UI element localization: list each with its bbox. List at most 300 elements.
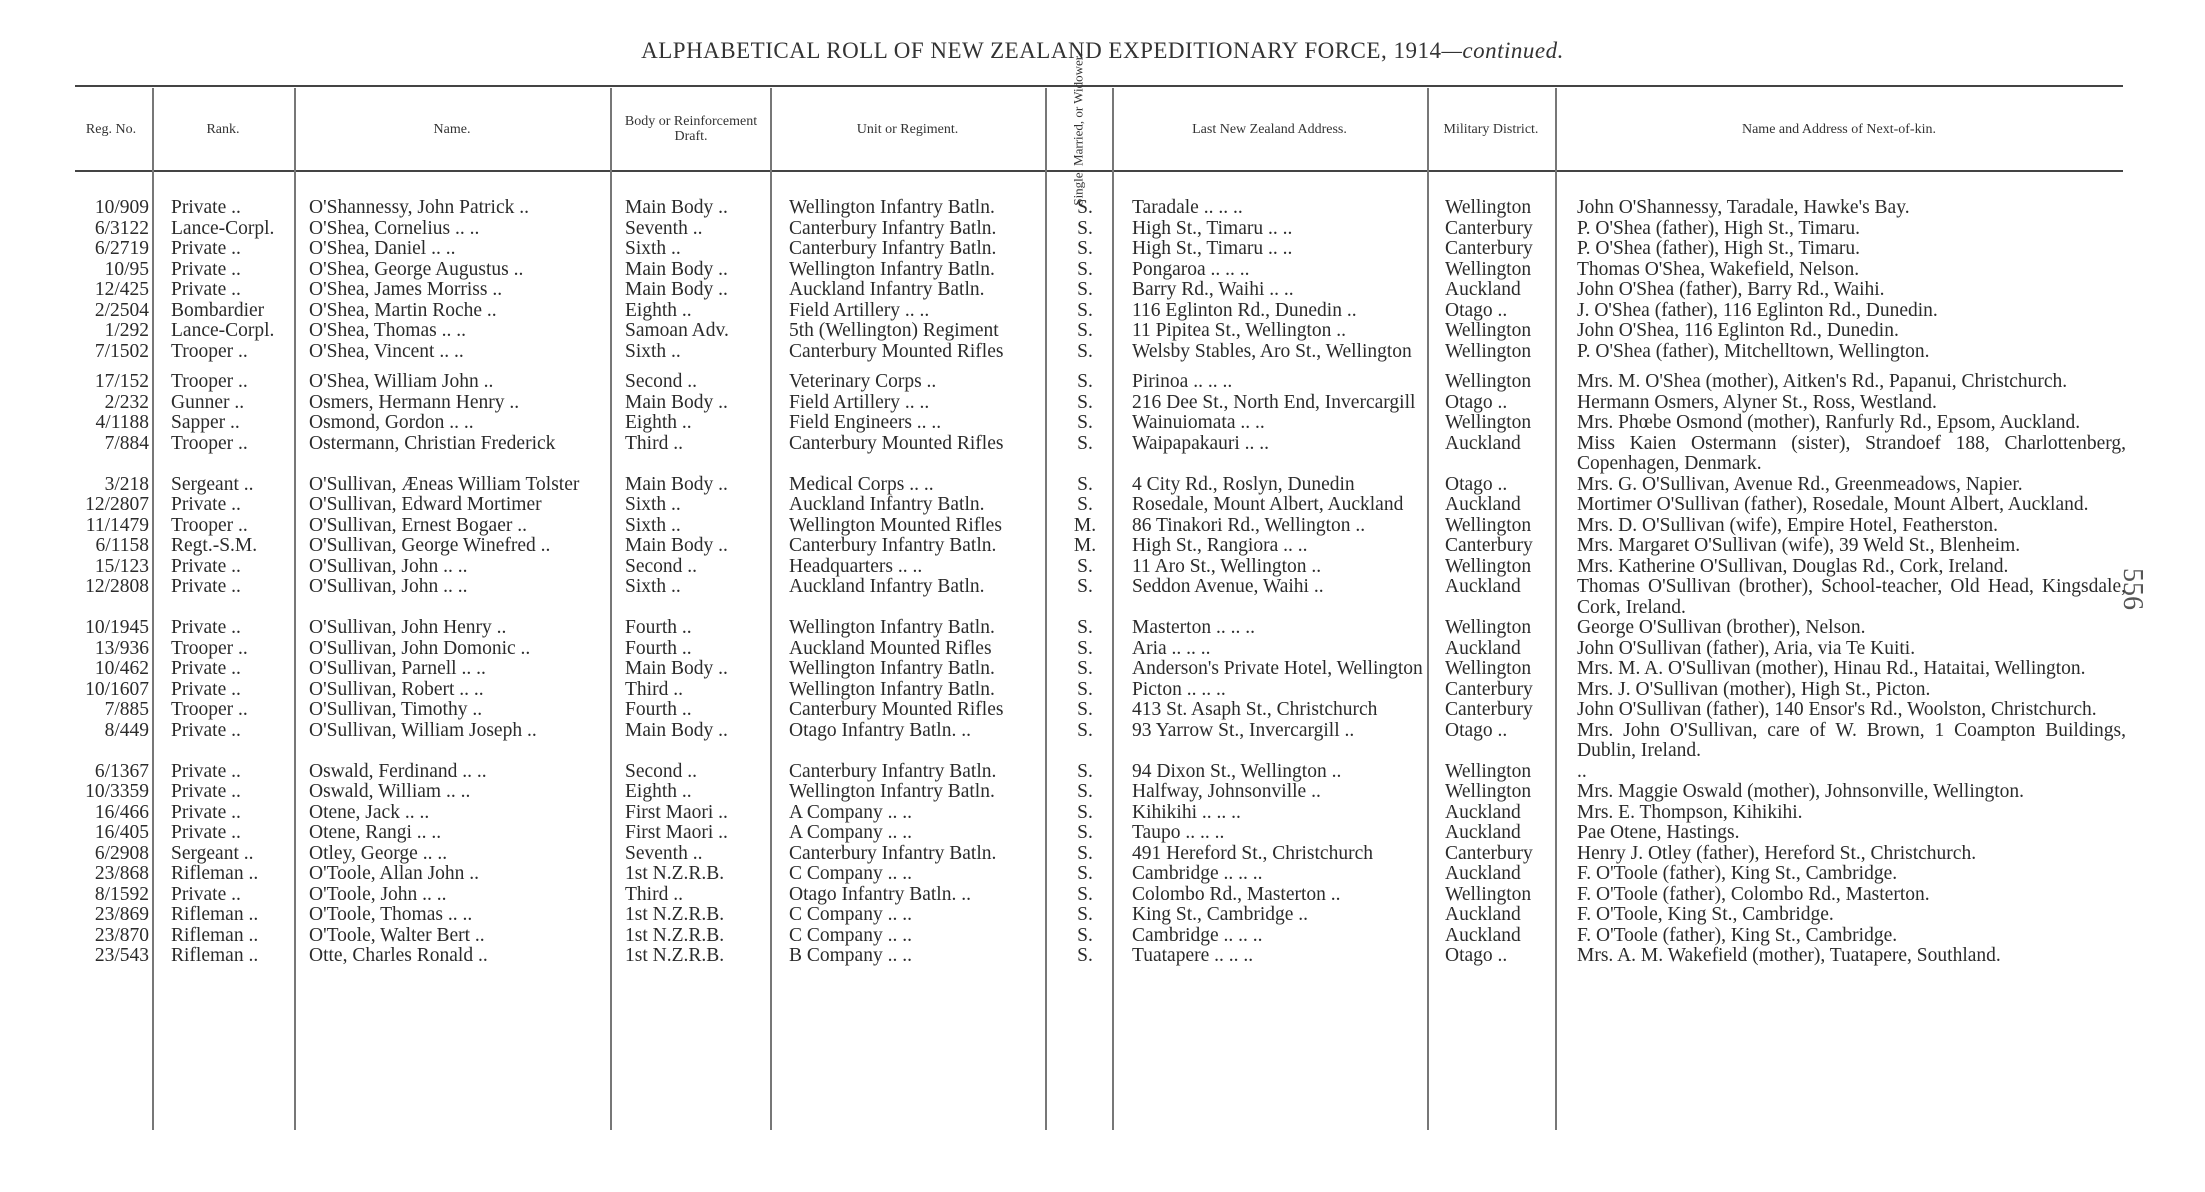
unit-cell: Canterbury Infantry Batln. xyxy=(789,217,997,239)
draft-cell: 1st N.Z.R.B. xyxy=(625,945,725,966)
table-row xyxy=(70,557,2140,578)
table-row xyxy=(70,393,2140,414)
next-of-kin-cell: Mrs. M. O'Shea (mother), Aitken's Rd., Papanui, Christchurch. xyxy=(1577,371,2068,392)
table-row xyxy=(70,413,2140,434)
next-of-kin-cell: Pae Otene, Hastings. xyxy=(1577,822,1740,843)
rank-cell: Rifleman .. xyxy=(171,904,259,925)
draft-cell: Eighth .. xyxy=(625,412,692,433)
table-row xyxy=(70,618,2140,639)
address-cell: High St., Timaru .. .. xyxy=(1132,217,1293,239)
rank-cell: Private .. xyxy=(171,658,241,679)
draft-cell: Third .. xyxy=(625,678,683,700)
unit-cell: Field Artillery .. .. xyxy=(789,299,930,321)
name-cell: O'Shea, Daniel .. .. xyxy=(309,238,456,259)
district-cell: Canterbury xyxy=(1445,678,1533,700)
address-cell: Pongaroa .. .. .. xyxy=(1132,258,1250,280)
draft-cell: Fourth .. xyxy=(625,699,692,720)
rank-cell: Private .. xyxy=(171,197,241,218)
status-cell: M. xyxy=(1073,535,1097,556)
name-cell: O'Sullivan, William Joseph .. xyxy=(309,719,537,741)
reg-no-cell: 12/425 xyxy=(94,279,149,300)
unit-cell: Field Engineers .. .. xyxy=(789,412,942,433)
district-cell: Auckland xyxy=(1445,863,1521,884)
reg-no-cell: 15/123 xyxy=(94,555,149,577)
address-cell: Anderson's Private Hotel, Wellington xyxy=(1132,658,1423,679)
address-cell: Colombo Rd., Masterton .. xyxy=(1132,883,1341,905)
reg-no-cell: 23/869 xyxy=(94,904,149,925)
name-cell: O'Shea, George Augustus .. xyxy=(309,258,524,280)
address-cell: Tuatapere .. .. .. xyxy=(1132,945,1254,966)
next-of-kin-cell: J. O'Shea (father), 116 Eglinton Rd., Dunedin. xyxy=(1577,299,1938,321)
next-of-kin-cell: John O'Shea (father), Barry Rd., Waihi. xyxy=(1577,279,1885,300)
next-of-kin-cell: Mortimer O'Sullivan (father), Rosedale, Mount Albert, Auckland. xyxy=(1577,494,2089,515)
rank-cell: Trooper .. xyxy=(171,432,248,454)
rank-cell: Regt.-S.M. xyxy=(171,535,258,556)
address-cell: 93 Yarrow St., Invercargill .. xyxy=(1132,719,1355,741)
draft-cell: 1st N.Z.R.B. xyxy=(625,924,725,946)
address-cell: 11 Pipitea St., Wellington .. xyxy=(1132,320,1347,341)
district-cell: Otago .. xyxy=(1445,473,1508,495)
table-row xyxy=(70,782,2140,803)
draft-cell: First Maori .. xyxy=(625,822,728,843)
reg-no-cell: 23/870 xyxy=(94,924,149,946)
table-row xyxy=(70,260,2140,281)
draft-cell: Sixth .. xyxy=(625,494,681,515)
district-cell: Canterbury xyxy=(1445,699,1533,720)
rank-cell: Trooper .. xyxy=(171,699,248,720)
table-row xyxy=(70,475,2140,496)
status-cell: S. xyxy=(1077,760,1093,782)
unit-cell: Canterbury Infantry Batln. xyxy=(789,238,997,259)
name-cell: Osmond, Gordon .. .. xyxy=(309,412,474,433)
status-cell: S. xyxy=(1077,658,1093,679)
reg-no-cell: 4/1188 xyxy=(95,412,149,433)
header-kin: Name and Address of Next-of-kin. xyxy=(1741,121,1936,137)
draft-cell: Main Body .. xyxy=(625,279,728,300)
table-row xyxy=(70,926,2140,947)
top-rule xyxy=(75,85,2123,87)
unit-cell: Canterbury Mounted Rifles xyxy=(789,699,1004,720)
table-row xyxy=(70,680,2140,701)
status-cell: S. xyxy=(1077,432,1093,454)
next-of-kin-cell: Thomas O'Shea, Wakefield, Nelson. xyxy=(1577,258,1860,280)
address-cell: Cambridge .. .. .. xyxy=(1132,924,1263,946)
name-cell: O'Sullivan, John .. .. xyxy=(309,576,468,597)
table-row xyxy=(70,321,2140,342)
address-cell: Cambridge .. .. .. xyxy=(1132,863,1263,884)
table-row xyxy=(70,536,2140,557)
name-cell: O'Shea, William John .. xyxy=(309,371,494,392)
reg-no-cell: 8/1592 xyxy=(94,883,149,905)
table-row xyxy=(70,495,2140,516)
rank-cell: Private .. xyxy=(171,555,241,577)
reg-no-cell: 1/292 xyxy=(104,320,149,341)
unit-cell: Headquarters .. .. xyxy=(789,555,923,577)
draft-cell: Second .. xyxy=(625,760,698,782)
unit-cell: A Company .. .. xyxy=(789,822,912,843)
table-row xyxy=(70,198,2140,219)
district-cell: Auckland xyxy=(1445,904,1521,925)
next-of-kin-cell: John O'Shannessy, Taradale, Hawke's Bay. xyxy=(1577,197,1910,218)
unit-cell: Wellington Infantry Batln. xyxy=(789,197,995,218)
rank-cell: Rifleman .. xyxy=(171,863,259,884)
header-reg-no: Reg. No. xyxy=(85,121,137,137)
table-row xyxy=(70,905,2140,926)
draft-cell: Sixth .. xyxy=(625,514,681,536)
draft-cell: Main Body .. xyxy=(625,535,728,556)
address-cell: Picton .. .. .. xyxy=(1132,678,1226,700)
table-row xyxy=(70,342,2140,363)
rank-cell: Private .. xyxy=(171,760,241,782)
draft-cell: Main Body .. xyxy=(625,391,728,413)
table-row xyxy=(70,659,2140,680)
address-cell: 94 Dixon St., Wellington .. xyxy=(1132,760,1342,782)
reg-no-cell: 2/2504 xyxy=(94,299,149,321)
address-cell: Halfway, Johnsonville .. xyxy=(1132,781,1321,802)
header-rank: Rank. xyxy=(206,121,240,137)
draft-cell: Eighth .. xyxy=(625,299,692,321)
next-of-kin-cell: Miss Kaien Ostermann (sister), Strandoef 188, Charlottenberg, Copenhagen, Denmark. xyxy=(1577,432,2126,474)
district-cell: Wellington xyxy=(1445,781,1532,802)
district-cell: Canterbury xyxy=(1445,842,1533,864)
address-cell: High St., Rangiora .. .. xyxy=(1132,535,1308,556)
status-cell: S. xyxy=(1077,699,1093,720)
status-cell: S. xyxy=(1077,258,1093,280)
district-cell: Wellington xyxy=(1445,258,1532,280)
name-cell: O'Sullivan, John .. .. xyxy=(309,555,468,577)
reg-no-cell: 6/1367 xyxy=(94,760,149,782)
reg-no-cell: 6/1158 xyxy=(95,535,149,556)
next-of-kin-cell: Mrs. John O'Sullivan, care of W. Brown, 1 Coampton Buildings, Dublin, Ireland. xyxy=(1577,719,2126,761)
header-draft: Body or Reinforcement Draft. xyxy=(624,114,758,144)
name-cell: O'Sullivan, Æneas William Tolster xyxy=(309,473,580,495)
table-row xyxy=(70,823,2140,844)
address-cell: Rosedale, Mount Albert, Auckland xyxy=(1132,494,1404,515)
status-cell: S. xyxy=(1077,555,1093,577)
status-cell: S. xyxy=(1077,883,1093,905)
rank-cell: Trooper .. xyxy=(171,637,248,659)
reg-no-cell: 13/936 xyxy=(94,637,149,659)
reg-no-cell: 10/3359 xyxy=(85,781,149,802)
draft-cell: Samoan Adv. xyxy=(625,320,729,341)
unit-cell: Auckland Infantry Batln. xyxy=(789,494,985,515)
address-cell: Kihikihi .. .. .. xyxy=(1132,801,1241,823)
district-cell: Otago .. xyxy=(1445,719,1508,741)
unit-cell: 5th (Wellington) Regiment xyxy=(789,320,999,341)
header-address: Last New Zealand Address. xyxy=(1192,121,1347,137)
district-cell: Wellington xyxy=(1445,658,1532,679)
district-cell: Auckland xyxy=(1445,494,1521,515)
draft-cell: Eighth .. xyxy=(625,781,692,802)
district-cell: Auckland xyxy=(1445,801,1521,823)
draft-cell: Fourth .. xyxy=(625,637,692,659)
rank-cell: Bombardier xyxy=(171,299,265,321)
unit-cell: C Company .. .. xyxy=(789,863,912,884)
next-of-kin-cell: Thomas O'Sullivan (brother), School-teacher, Old Head, Kingsdale, Cork, Ireland. xyxy=(1577,576,2126,618)
address-cell: Masterton .. .. .. xyxy=(1132,617,1255,638)
status-cell: S. xyxy=(1077,412,1093,433)
draft-cell: Main Body .. xyxy=(625,197,728,218)
district-cell: Canterbury xyxy=(1445,535,1533,556)
address-cell: King St., Cambridge .. xyxy=(1132,904,1309,925)
table-row xyxy=(70,516,2140,537)
rank-cell: Trooper .. xyxy=(171,340,248,362)
reg-no-cell: 10/1945 xyxy=(85,617,149,638)
district-cell: Wellington xyxy=(1445,760,1532,782)
next-of-kin-cell: F. O'Toole, King St., Cambridge. xyxy=(1577,904,1834,925)
next-of-kin-cell: Mrs. M. A. O'Sullivan (mother), Hinau Rd., Hataitai, Wellington. xyxy=(1577,658,2086,679)
unit-cell: Auckland Infantry Batln. xyxy=(789,576,985,597)
draft-cell: Seventh .. xyxy=(625,842,703,864)
next-of-kin-cell: Mrs. J. O'Sullivan (mother), High St., Picton. xyxy=(1577,678,1931,700)
next-of-kin-cell: John O'Shea, 116 Eglinton Rd., Dunedin. xyxy=(1577,320,1899,341)
name-cell: O'Sullivan, John Domonic .. xyxy=(309,637,531,659)
next-of-kin-cell: George O'Sullivan (brother), Nelson. xyxy=(1577,617,1866,638)
address-cell: Taupo .. .. .. xyxy=(1132,822,1225,843)
next-of-kin-cell: John O'Sullivan (father), 140 Ensor's Rd., Woolston, Christchurch. xyxy=(1577,699,2097,720)
address-cell: 413 St. Asaph St., Christchurch xyxy=(1132,699,1378,720)
unit-cell: Field Artillery .. .. xyxy=(789,391,930,413)
rank-cell: Private .. xyxy=(171,781,241,802)
unit-cell: Wellington Infantry Batln. xyxy=(789,678,995,700)
header-rule xyxy=(75,170,2123,172)
next-of-kin-cell: F. O'Toole (father), King St., Cambridge. xyxy=(1577,924,1898,946)
status-cell: S. xyxy=(1077,842,1093,864)
table-row xyxy=(70,639,2140,660)
unit-cell: C Company .. .. xyxy=(789,904,912,925)
table-row xyxy=(70,762,2140,783)
rank-cell: Lance-Corpl. xyxy=(171,320,275,341)
name-cell: O'Shea, Thomas .. .. xyxy=(309,320,466,341)
rank-cell: Trooper .. xyxy=(171,514,248,536)
district-cell: Auckland xyxy=(1445,637,1521,659)
next-of-kin-cell: F. O'Toole (father), King St., Cambridge. xyxy=(1577,863,1898,884)
roll-table-body xyxy=(70,190,2140,967)
unit-cell: Otago Infantry Batln. .. xyxy=(789,719,971,741)
rank-cell: Private .. xyxy=(171,801,241,823)
district-cell: Wellington xyxy=(1445,555,1532,577)
draft-cell: Sixth .. xyxy=(625,340,681,362)
table-row xyxy=(70,280,2140,301)
address-cell: Seddon Avenue, Waihi .. xyxy=(1132,576,1324,597)
reg-no-cell: 6/2719 xyxy=(94,238,149,259)
reg-no-cell: 17/152 xyxy=(94,371,149,392)
rank-cell: Private .. xyxy=(171,576,241,597)
address-cell: Aria .. .. .. xyxy=(1132,637,1211,659)
status-cell: S. xyxy=(1077,197,1093,218)
name-cell: O'Sullivan, George Winefred .. xyxy=(309,535,551,556)
rank-cell: Private .. xyxy=(171,494,241,515)
reg-no-cell: 2/232 xyxy=(104,391,149,413)
district-cell: Wellington xyxy=(1445,883,1532,905)
next-of-kin-cell: John O'Sullivan (father), Aria, via Te Kuiti. xyxy=(1577,637,1916,659)
reg-no-cell: 8/449 xyxy=(104,719,149,741)
status-cell: S. xyxy=(1077,678,1093,700)
next-of-kin-cell: Mrs. Maggie Oswald (mother), Johnsonville, Wellington. xyxy=(1577,781,2025,802)
unit-cell: Wellington Infantry Batln. xyxy=(789,258,995,280)
draft-cell: Main Body .. xyxy=(625,258,728,280)
address-cell: Pirinoa .. .. .. xyxy=(1132,371,1233,392)
page-title-text: ALPHABETICAL ROLL OF NEW ZEALAND EXPEDITIONARY FORCE, 1914 xyxy=(641,38,1442,63)
reg-no-cell: 23/543 xyxy=(94,945,149,966)
draft-cell: Main Body .. xyxy=(625,719,728,741)
header-unit: Unit or Regiment. xyxy=(856,121,959,137)
rank-cell: Trooper .. xyxy=(171,371,248,392)
unit-cell: B Company .. .. xyxy=(789,945,912,966)
unit-cell: A Company .. .. xyxy=(789,801,912,823)
rank-cell: Sergeant .. xyxy=(171,473,254,495)
next-of-kin-cell: Mrs. Katherine O'Sullivan, Douglas Rd., Cork, Ireland. xyxy=(1577,555,2009,577)
draft-cell: Third .. xyxy=(625,883,683,905)
status-cell: S. xyxy=(1077,473,1093,495)
reg-no-cell: 16/405 xyxy=(94,822,149,843)
table-row xyxy=(70,239,2140,260)
status-cell: S. xyxy=(1077,299,1093,321)
draft-cell: Main Body .. xyxy=(625,473,728,495)
table-row xyxy=(70,803,2140,824)
name-cell: O'Toole, Thomas .. .. xyxy=(309,904,473,925)
draft-cell: Seventh .. xyxy=(625,217,703,239)
draft-cell: First Maori .. xyxy=(625,801,728,823)
unit-cell: Wellington Mounted Rifles xyxy=(789,514,1002,536)
rank-cell: Private .. xyxy=(171,238,241,259)
next-of-kin-cell: Mrs. D. O'Sullivan (wife), Empire Hotel, Featherston. xyxy=(1577,514,1999,536)
next-of-kin-cell: .. xyxy=(1577,760,1587,782)
next-of-kin-cell: P. O'Shea (father), High St., Timaru. xyxy=(1577,217,1861,239)
unit-cell: Canterbury Infantry Batln. xyxy=(789,535,997,556)
district-cell: Canterbury xyxy=(1445,238,1533,259)
status-cell: S. xyxy=(1077,238,1093,259)
name-cell: O'Shea, Vincent .. .. xyxy=(309,340,464,362)
unit-cell: Auckland Infantry Batln. xyxy=(789,279,985,300)
name-cell: O'Sullivan, Parnell .. .. xyxy=(309,658,486,679)
status-cell: S. xyxy=(1077,320,1093,341)
draft-cell: Sixth .. xyxy=(625,238,681,259)
name-cell: O'Shea, James Morriss .. xyxy=(309,279,503,300)
district-cell: Wellington xyxy=(1445,514,1532,536)
name-cell: Otte, Charles Ronald .. xyxy=(309,945,488,966)
name-cell: O'Shea, Cornelius .. .. xyxy=(309,217,480,239)
table-row xyxy=(70,885,2140,906)
header-district: Military District. xyxy=(1443,121,1539,137)
status-cell: S. xyxy=(1077,781,1093,802)
table-row xyxy=(70,700,2140,721)
next-of-kin-cell: Mrs. A. M. Wakefield (mother), Tuatapere, Southland. xyxy=(1577,945,2001,966)
reg-no-cell: 23/868 xyxy=(94,863,149,884)
status-cell: S. xyxy=(1077,340,1093,362)
name-cell: O'Sullivan, Ernest Bogaer .. xyxy=(309,514,527,536)
reg-no-cell: 3/218 xyxy=(104,473,149,495)
district-cell: Auckland xyxy=(1445,279,1521,300)
name-cell: Otene, Rangi .. .. xyxy=(309,822,442,843)
page-number: 556 xyxy=(2117,568,2148,610)
district-cell: Auckland xyxy=(1445,576,1521,597)
unit-cell: Canterbury Infantry Batln. xyxy=(789,842,997,864)
address-cell: High St., Timaru .. .. xyxy=(1132,238,1293,259)
reg-no-cell: 12/2808 xyxy=(85,576,149,597)
unit-cell: Medical Corps .. .. xyxy=(789,473,934,495)
rank-cell: Sergeant .. xyxy=(171,842,254,864)
next-of-kin-cell: Mrs. Phœbe Osmond (mother), Ranfurly Rd., Epsom, Auckland. xyxy=(1577,412,2081,433)
address-cell: Waipapakauri .. .. xyxy=(1132,432,1270,454)
address-cell: Wainuiomata .. .. xyxy=(1132,412,1265,433)
table-row xyxy=(70,946,2140,967)
table-row xyxy=(70,372,2140,393)
draft-cell: Main Body .. xyxy=(625,658,728,679)
address-cell: 4 City Rd., Roslyn, Dunedin xyxy=(1132,473,1355,495)
rank-cell: Private .. xyxy=(171,279,241,300)
next-of-kin-cell: Mrs. E. Thompson, Kihikihi. xyxy=(1577,801,1803,823)
district-cell: Wellington xyxy=(1445,320,1532,341)
rank-cell: Private .. xyxy=(171,883,241,905)
reg-no-cell: 6/3122 xyxy=(94,217,149,239)
reg-no-cell: 7/885 xyxy=(104,699,149,720)
unit-cell: C Company .. .. xyxy=(789,924,912,946)
rank-cell: Rifleman .. xyxy=(171,924,259,946)
next-of-kin-cell: Mrs. Margaret O'Sullivan (wife), 39 Weld St., Blenheim. xyxy=(1577,535,2021,556)
name-cell: Oswald, William .. .. xyxy=(309,781,471,802)
reg-no-cell: 11/1479 xyxy=(85,514,149,536)
table-row xyxy=(70,844,2140,865)
name-cell: O'Sullivan, John Henry .. xyxy=(309,617,507,638)
name-cell: O'Toole, Allan John .. xyxy=(309,863,480,884)
page-title-suffix: —continued. xyxy=(1441,38,1564,63)
address-cell: Barry Rd., Waihi .. .. xyxy=(1132,279,1294,300)
address-cell: 491 Hereford St., Christchurch xyxy=(1132,842,1373,864)
draft-cell: Sixth .. xyxy=(625,576,681,597)
next-of-kin-cell: P. O'Shea (father), Mitchelltown, Wellington. xyxy=(1577,340,1930,362)
unit-cell: Wellington Infantry Batln. xyxy=(789,658,995,679)
header-status: Single, Married, or Widower. xyxy=(1071,52,1087,206)
draft-cell: Second .. xyxy=(625,371,698,392)
name-cell: O'Sullivan, Edward Mortimer xyxy=(309,494,542,515)
rank-cell: Lance-Corpl. xyxy=(171,217,275,239)
next-of-kin-cell: Henry J. Otley (father), Hereford St., Christchurch. xyxy=(1577,842,1977,864)
next-of-kin-cell: P. O'Shea (father), High St., Timaru. xyxy=(1577,238,1861,259)
header-name: Name. xyxy=(433,121,471,137)
rank-cell: Rifleman .. xyxy=(171,945,259,966)
rank-cell: Private .. xyxy=(171,617,241,638)
rank-cell: Gunner .. xyxy=(171,391,245,413)
unit-cell: Wellington Infantry Batln. xyxy=(789,781,995,802)
reg-no-cell: 12/2807 xyxy=(85,494,149,515)
table-row xyxy=(70,434,2140,475)
address-cell: Welsby Stables, Aro St., Wellington xyxy=(1132,340,1412,362)
reg-no-cell: 10/462 xyxy=(94,658,149,679)
next-of-kin-cell: F. O'Toole (father), Colombo Rd., Masterton. xyxy=(1577,883,1930,905)
reg-no-cell: 7/884 xyxy=(104,432,149,454)
name-cell: O'Shea, Martin Roche .. xyxy=(309,299,497,321)
table-row xyxy=(70,864,2140,885)
reg-no-cell: 10/909 xyxy=(94,197,149,218)
address-cell: 86 Tinakori Rd., Wellington .. xyxy=(1132,514,1366,536)
status-cell: S. xyxy=(1077,863,1093,884)
name-cell: Otley, George .. .. xyxy=(309,842,448,864)
draft-cell: Second .. xyxy=(625,555,698,577)
status-cell: S. xyxy=(1077,945,1093,966)
table-row xyxy=(70,577,2140,618)
unit-cell: Canterbury Mounted Rifles xyxy=(789,432,1004,454)
district-cell: Wellington xyxy=(1445,412,1532,433)
district-cell: Wellington xyxy=(1445,197,1532,218)
unit-cell: Veterinary Corps .. xyxy=(789,371,937,392)
status-cell: S. xyxy=(1077,904,1093,925)
next-of-kin-cell: Mrs. G. O'Sullivan, Avenue Rd., Greenmeadows, Napier. xyxy=(1577,473,2023,495)
unit-cell: Otago Infantry Batln. .. xyxy=(789,883,971,905)
status-cell: S. xyxy=(1077,801,1093,823)
name-cell: O'Toole, Walter Bert .. xyxy=(309,924,485,946)
reg-no-cell: 16/466 xyxy=(94,801,149,823)
